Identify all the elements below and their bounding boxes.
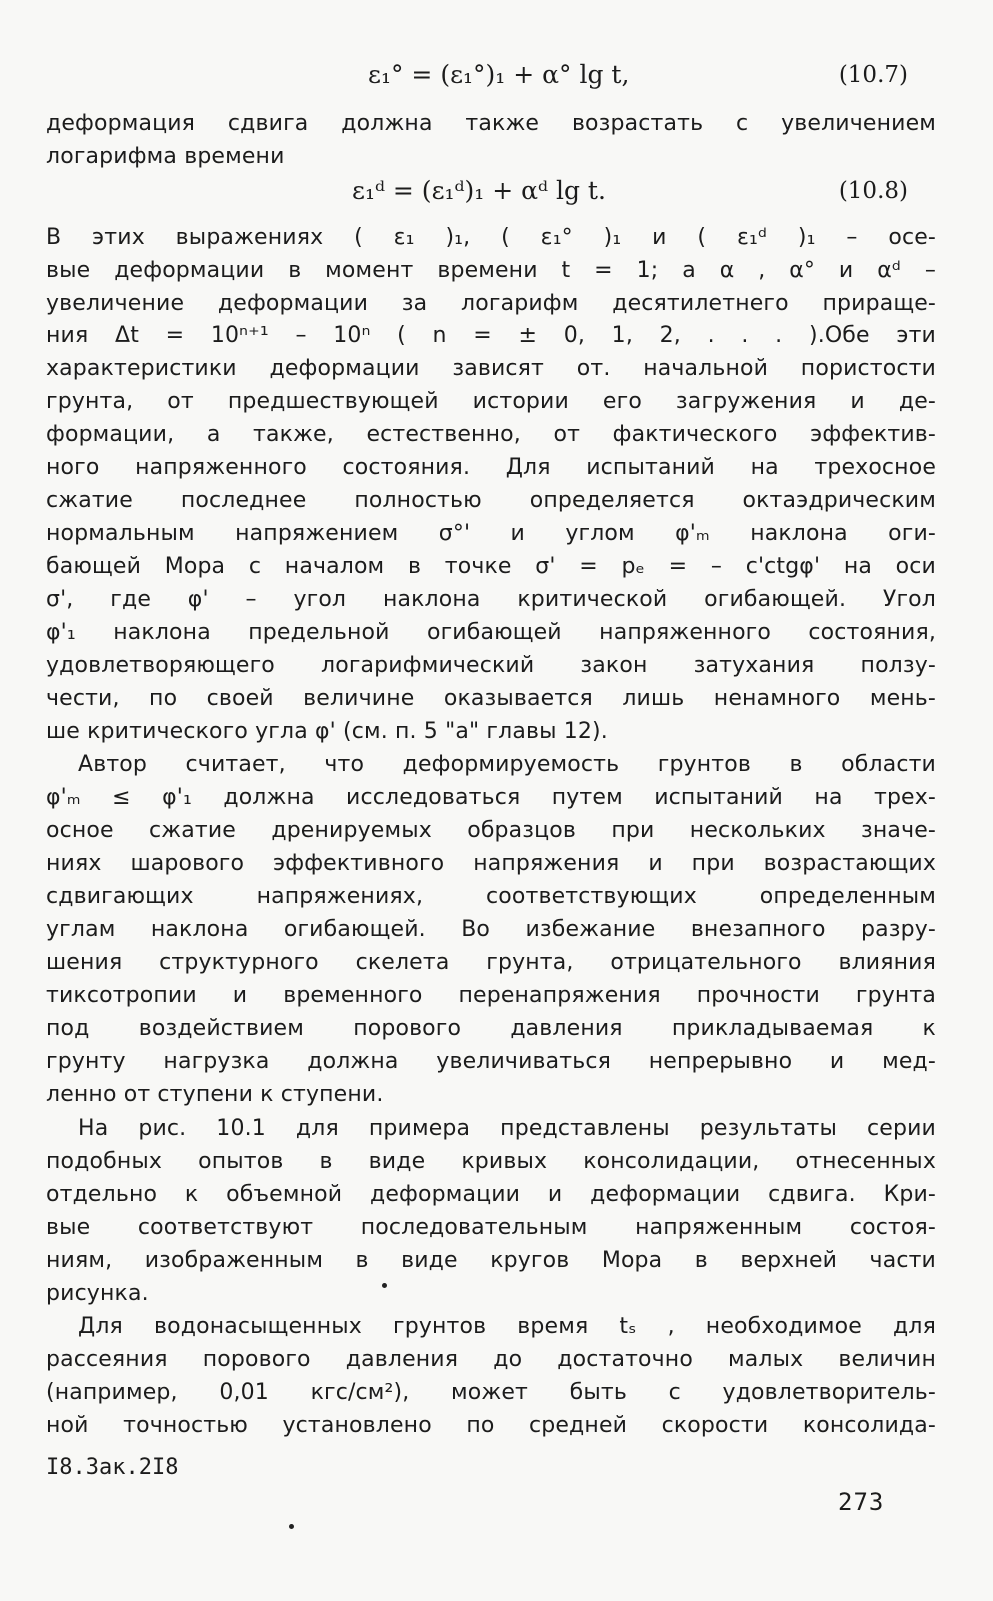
text-line: рассеяния порового давления до достаточно малых величин xyxy=(46,1347,936,1372)
text-line: нормальным напряжением σ°' и углом φ'ₘ наклона оги- xyxy=(46,521,936,546)
text-line: характеристики деформации зависят от. начальной пористости xyxy=(46,356,936,381)
text-line: ниям, изображенным в виде кругов Мора в верхней части xyxy=(46,1248,936,1273)
paragraph-indent-line: Для водонасыщенных грунтов время tₛ , необходимое для xyxy=(78,1314,936,1339)
text-line: шения структурного скелета грунта, отрицательного влияния xyxy=(46,950,936,975)
paragraph-indent-line: Автор считает, что деформируемость грунтов в области xyxy=(78,752,936,777)
text-line: вые соответствуют последовательным напряженным состоя- xyxy=(46,1215,936,1240)
text-line: σ', где φ' – угол наклона критической огибающей. Угол xyxy=(46,587,936,612)
page-number: 273 xyxy=(838,1488,885,1516)
equation-number-10-7: (10.7) xyxy=(838,62,908,88)
text-line: ной точностью установлено по средней скорости консолида- xyxy=(46,1413,936,1438)
text-line: (например, 0,01 кгс/см²), может быть с удовлетворитель- xyxy=(46,1380,936,1405)
text-line: бающей Мора с началом в точке σ' = pₑ = – c'ctgφ' на оси xyxy=(46,554,936,579)
text-line: под воздействием порового давления прикладываемая к xyxy=(46,1016,936,1041)
text-line: чести, по своей величине оказывается лишь ненамного мень- xyxy=(46,686,936,711)
text-line: тиксотропии и временного перенапряжения прочности грунта xyxy=(46,983,936,1008)
book-page xyxy=(46,0,936,1601)
text-line: φ'ₘ ≤ φ'₁ должна исследоваться путем испытаний на трех- xyxy=(46,785,936,810)
text-line: отдельно к объемной деформации и деформации сдвига. Кри- xyxy=(46,1182,936,1207)
text-line: φ'₁ наклона предельной огибающей напряженного состояния, xyxy=(46,620,936,645)
text-line: вые деформации в момент времени t = 1; а α , α° и αᵈ – xyxy=(46,258,936,283)
print-speck xyxy=(289,1524,294,1529)
paragraph-indent-line: На рис. 10.1 для примера представлены результаты серии xyxy=(78,1116,936,1141)
equation-10-7: ε₁° = (ε₁°)₁ + α° lg t, xyxy=(368,60,630,89)
text-line: деформация сдвига должна также возрастать с увеличением xyxy=(46,111,936,136)
text-line: ленно от ступени к ступени. xyxy=(46,1082,384,1107)
text-line: формации, а также, естественно, от фактического эффектив- xyxy=(46,422,936,447)
text-line: грунту нагрузка должна увеличиваться непрерывно и мед- xyxy=(46,1049,936,1074)
text-line: сдвигающих напряжениях, соответствующих определенным xyxy=(46,884,936,909)
text-line: рисунка. xyxy=(46,1281,149,1306)
text-line: сжатие последнее полностью определяется октаэдрическим xyxy=(46,488,936,513)
text-line: ше критического угла φ' (см. п. 5 "а" главы 12). xyxy=(46,719,608,744)
text-line: ния Δt = 10ⁿ⁺¹ – 10ⁿ ( n = ± 0, 1, 2, . . . ).Обе эти xyxy=(46,323,936,348)
text-line: удовлетворяющего логарифмический закон затухания ползу- xyxy=(46,653,936,678)
text-line: углам наклона огибающей. Во избежание внезапного разру- xyxy=(46,917,936,942)
text-line: ного напряженного состояния. Для испытаний на трехосное xyxy=(46,455,936,480)
text-line: логарифма времени xyxy=(46,144,285,169)
text-line: ниях шарового эффективного напряжения и при возрастающих xyxy=(46,851,936,876)
print-order-note: I8.Зак.2I8 xyxy=(46,1455,179,1480)
text-line: осное сжатие дренируемых образцов при нескольких значе- xyxy=(46,818,936,843)
equation-number-10-8: (10.8) xyxy=(838,178,908,204)
print-speck xyxy=(382,1283,387,1288)
text-line: грунта, от предшествующей истории его загружения и де- xyxy=(46,389,936,414)
text-line: В этих выражениях ( ε₁ )₁, ( ε₁° )₁ и ( ε₁ᵈ )₁ – осе- xyxy=(46,225,936,250)
text-line: подобных опытов в виде кривых консолидации, отнесенных xyxy=(46,1149,936,1174)
text-line: увеличение деформации за логарифм десятилетнего прираще- xyxy=(46,291,936,316)
equation-10-8: ε₁ᵈ = (ε₁ᵈ)₁ + αᵈ lg t. xyxy=(352,176,606,205)
